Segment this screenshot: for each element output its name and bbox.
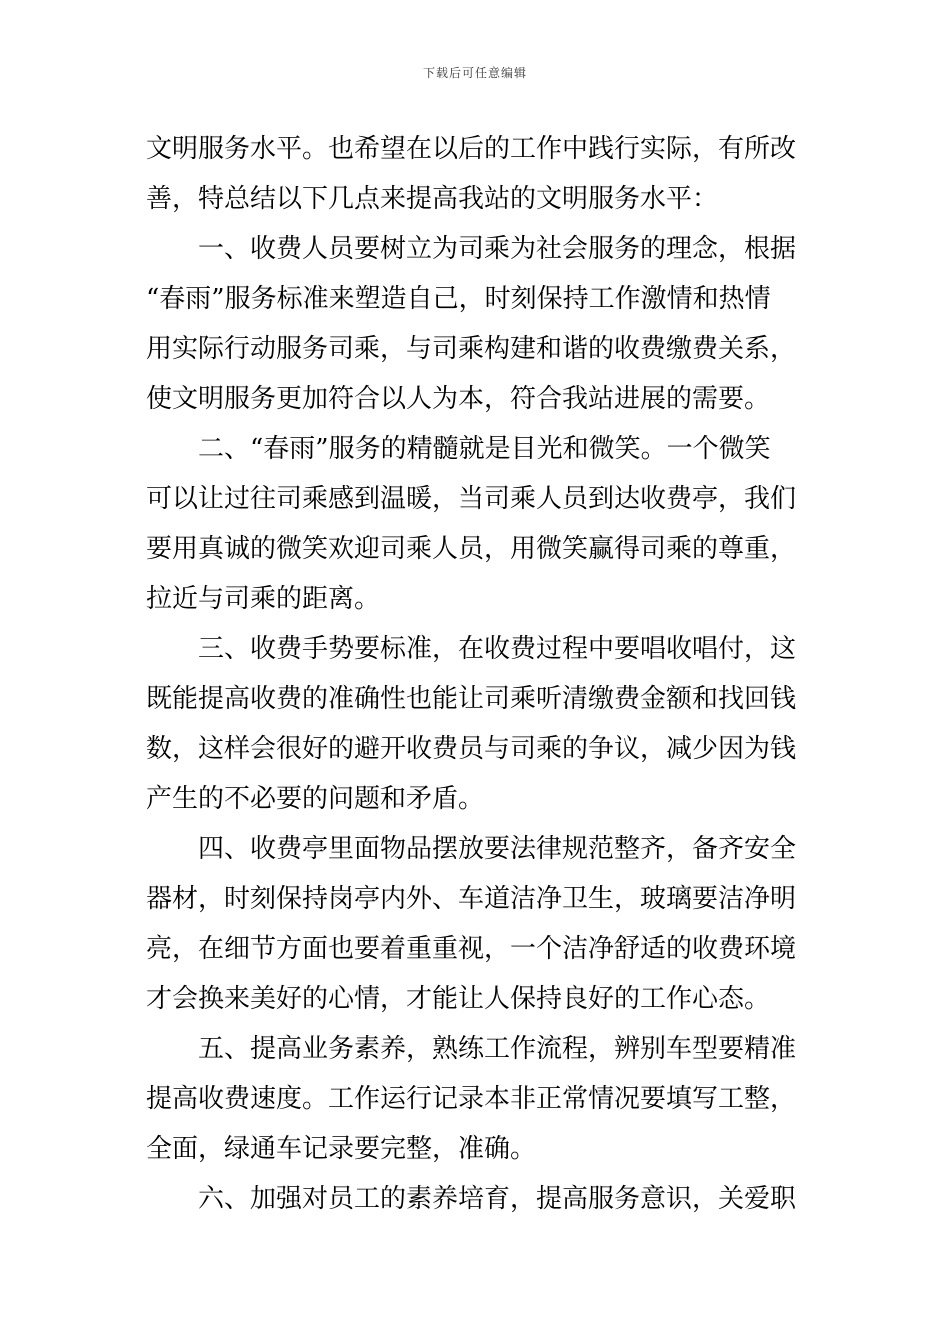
text-line: 产生的不必要的问题和矛盾。 <box>146 784 485 814</box>
text-line: 使文明服务更加符合以人为本，符合我站进展的需要。 <box>146 384 771 414</box>
paragraph-start-line: 四、收费亭里面物品摆放要法律规范整齐，备齐安全 <box>198 834 797 864</box>
text-line: 提高收费速度。工作运行记录本非正常情况要填写工整， <box>146 1084 797 1114</box>
text-line: 亮，在细节方面也要着重重视，一个洁净舒适的收费环境 <box>146 934 797 964</box>
text-line: 可以让过往司乘感到温暖，当司乘人员到达收费亭，我们 <box>146 484 797 514</box>
page-header: 下载后可任意编辑 <box>422 66 527 80</box>
text-line: 要用真诚的微笑欢迎司乘人员，用微笑赢得司乘的尊重， <box>146 534 797 564</box>
text-line: 拉近与司乘的距离。 <box>146 584 381 614</box>
text-line: 善，特总结以下几点来提高我站的文明服务水平： <box>146 184 719 214</box>
text-line: 才会换来美好的心情，才能让人保持良好的工作心态。 <box>146 984 771 1014</box>
text-line: “春雨”服务标准来塑造自己，时刻保持工作激情和热情 <box>146 284 771 314</box>
text-line: 器材，时刻保持岗亭内外、车道洁净卫生，玻璃要洁净明 <box>146 884 797 914</box>
paragraph-start-line: 六、加强对员工的素养培育，提高服务意识，关爱职 <box>198 1184 797 1214</box>
text-line: 全面，绿通车记录要完整，准确。 <box>146 1134 537 1164</box>
text-line: 数，这样会很好的避开收费员与司乘的争议，减少因为钱 <box>146 734 797 764</box>
text-line: 既能提高收费的准确性也能让司乘听清缴费金额和找回钱 <box>146 684 797 714</box>
paragraph-start-line: 一、收费人员要树立为司乘为社会服务的理念，根据 <box>198 234 797 264</box>
document-body <box>146 124 806 1224</box>
paragraph-start-line: 五、提高业务素养，熟练工作流程，辨别车型要精准 <box>198 1034 797 1064</box>
paragraph-start-line: 三、收费手势要标准，在收费过程中要唱收唱付，这 <box>198 634 797 664</box>
text-line: 用实际行动服务司乘，与司乘构建和谐的收费缴费关系， <box>146 334 797 364</box>
text-line: 文明服务水平。也希望在以后的工作中践行实际，有所改 <box>146 134 797 164</box>
paragraph-start-line: 二、“春雨”服务的精髓就是目光和微笑。一个微笑 <box>198 434 771 464</box>
